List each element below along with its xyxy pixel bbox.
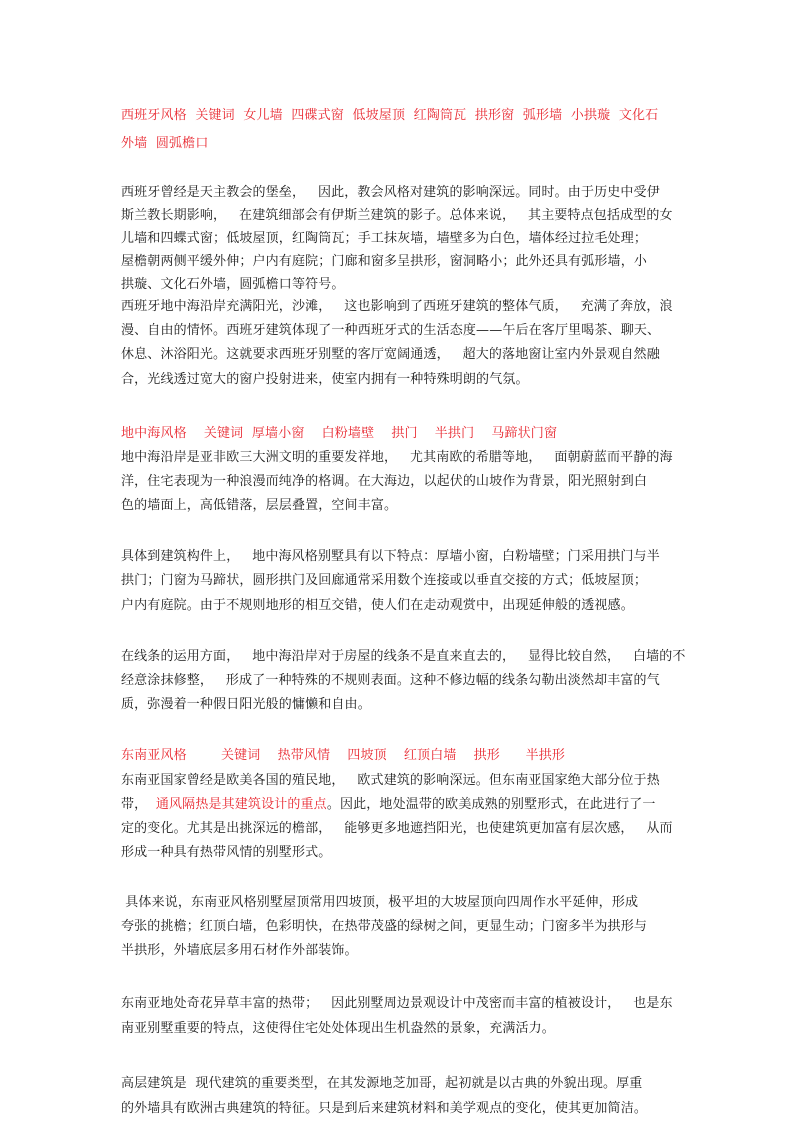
spain-para1-line-5: 拱璇、文化石外墙，圆弧檐口等符号。 [121, 277, 345, 292]
med-para1-line-3: 色的墙面上，高低错落，层层叠置，空间丰富。 [121, 498, 398, 513]
spain-para2-line-3: 休息、沐浴阳光。这就要求西班牙别墅的客厅宽阔通透， 超大的落地窗让室内外景观自然融 [121, 347, 660, 362]
med-para3-line-1: 在线条的运用方面， 地中海沿岸对于房屋的线条不是直来直去的， 显得比较自然， 白墙的不 [121, 649, 686, 664]
spain-para1-line-4: 屋檐朝两侧平缓外伸；户内有庭院；门廊和窗多呈拱形，窗洞略小；此外还具有弧形墙，小 [121, 254, 648, 269]
med-para2-line-2: 拱门；门窗为马蹄状，圆形拱门及回廊通常采用数个连接或以垂直交接的方式；低坡屋顶； [121, 573, 648, 588]
sea-para2-line-1: 具体来说，东南亚风格别墅屋顶常用四坡顶，极平坦的大坡屋顶向四周作水平延伸，形成 [121, 895, 639, 910]
spain-para1-line-1: 西班牙曾经是天主教会的堡垒， 因此，教会风格对建筑的影响深远。同时。由于历史中受伊 [121, 185, 660, 200]
sea-para2-line-3: 半拱形，外墙底层多用石材作外部装饰。 [121, 943, 358, 958]
sea-para1-line-4: 形成一种具有热带风情的别墅形式。 [121, 845, 332, 860]
sea-para1-line-1: 东南亚国家曾经是欧美各国的殖民地， 欧式建筑的影响深远。但东南亚国家绝大部分位于热 [121, 773, 660, 788]
sea-para3-line-1: 东南亚地处奇花异草丰富的热带； 因此别墅周边景观设计中茂密而丰富的植被设计， 也是东 [121, 996, 673, 1011]
sea-para3-line-2: 南亚别墅重要的特点，这使得住宅处处体现出生机盎然的景象，充满活力。 [121, 1021, 555, 1036]
spain-keywords-line-1: 西班牙风格 关键词 女儿墙 四碟式窗 低坡屋顶 红陶筒瓦 拱形窗 弧形墙 小拱璇 文化石 [121, 108, 659, 123]
sea-para1-line-2-pre: 带， [121, 797, 156, 812]
med-keywords: 地中海风格 关键词 厚墙小窗 白粉墙壁 拱门 半拱门 马蹄状门窗 [121, 426, 558, 441]
sea-para2-line-2: 夸张的挑檐；红顶白墙，色彩明快，在热带茂盛的绿树之间，更显生动；门窗多半为拱形与 [121, 919, 648, 934]
med-para3-line-3: 质，弥漫着一种假日阳光般的慵懒和自由。 [121, 697, 371, 712]
spain-para2-line-4: 合，光线透过宽大的窗户投射进来，使室内拥有一种特殊明朗的气氛。 [121, 372, 529, 387]
spain-para2-line-2: 漫、自由的情怀。西班牙建筑体现了一种西班牙式的生活态度——午后在客厅里喝茶、聊天、 [121, 323, 661, 338]
med-para2-line-1: 具体到建筑构件上， 地中海风格别墅具有以下特点：厚墙小窗，白粉墙壁；门采用拱门与半 [121, 549, 660, 564]
highrise-para-line-1: 高层建筑是 现代建筑的重要类型，在其发源地芝加哥，起初就是以古典的外貌出现。厚重 [121, 1076, 643, 1091]
med-para1-line-1: 地中海沿岸是亚非欧三大洲文明的重要发祥地， 尤其南欧的希腊等地， 面朝蔚蓝而平静的海 [121, 450, 673, 465]
sea-para1-line-3: 定的变化。尤其是出挑深远的檐部， 能够更多地遮挡阳光，也使建筑更加富有层次感， 从而 [121, 821, 673, 836]
spain-para1-line-2: 斯兰教长期影响， 在建筑细部会有伊斯兰建筑的影子。总体来说， 其主要特点包括成型的女 [121, 208, 673, 223]
sea-para1-highlight: 通风隔热是其建筑设计的重点 [155, 797, 327, 812]
spain-para1-line-3: 儿墙和四蝶式窗；低坡屋顶，红陶筒瓦；手工抹灰墙，墙壁多为白色，墙体经过拉毛处理； [121, 231, 648, 246]
sea-para1-line-2 [121, 795, 656, 815]
med-para1-line-2: 洋，住宅表现为一种浪漫而纯净的格调。在大海边，以起伏的山坡作为背景，阳光照射到白 [121, 474, 648, 489]
spain-para2-line-1: 西班牙地中海沿岸充满阳光，沙滩， 这也影响到了西班牙建筑的整体气质， 充满了奔放，浪 [121, 299, 673, 314]
sea-keywords: 东南亚风格 关键词 热带风情 四坡顶 红顶白墙 拱形 半拱形 [121, 748, 566, 763]
sea-para1-line-2-post: 。因此，地处温带的欧美成熟的别墅形式，在此进行了一 [326, 797, 656, 812]
highrise-para-line-2: 的外墙具有欧洲古典建筑的特征。只是到后来建筑材料和美学观点的变化，使其更加简洁。 [121, 1101, 648, 1116]
med-para3-line-2: 经意涂抹修整， 形成了一种特殊的不规则表面。这种不修边幅的线条勾勒出淡然却丰富的气 [121, 673, 660, 688]
spain-keywords-line-2: 外墙 圆弧檐口 [121, 136, 209, 151]
med-para2-line-3: 户内有庭院。由于不规则地形的相互交错，使人们在走动观赏中，出现延伸般的透视感。 [121, 598, 634, 613]
